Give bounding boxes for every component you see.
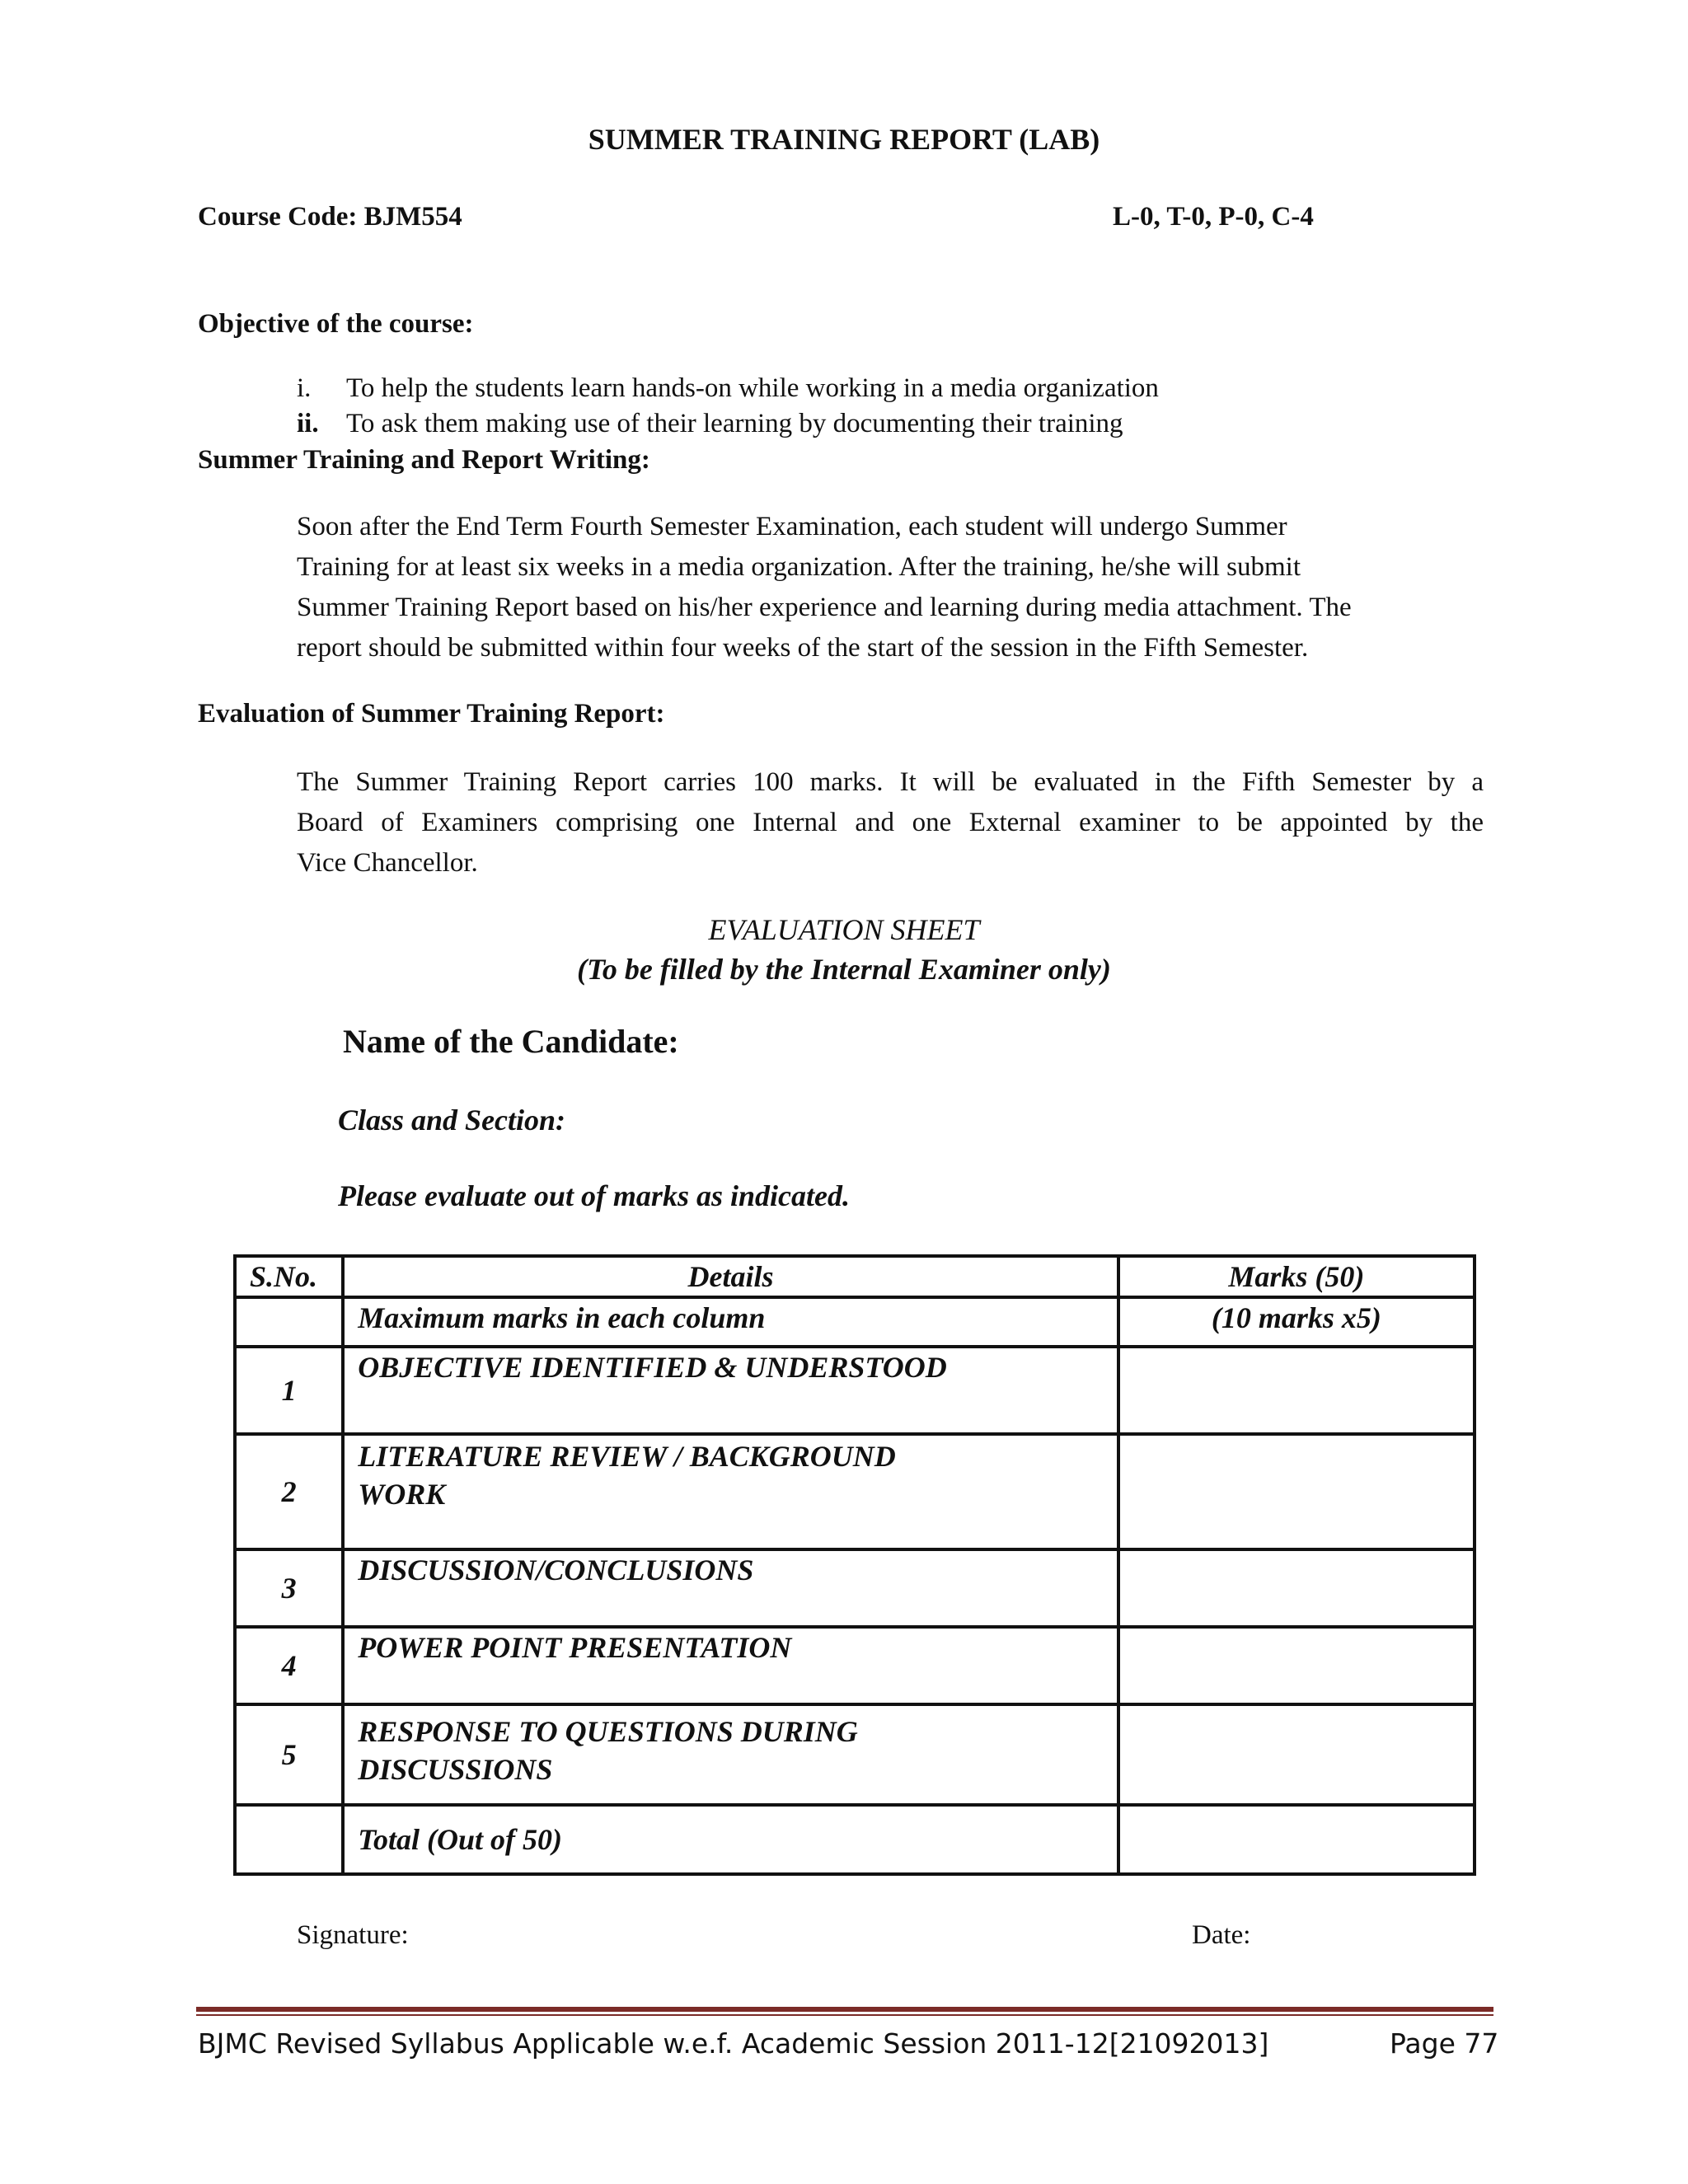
details-line: LITERATURE REVIEW / BACKGROUND <box>358 1440 896 1473</box>
evaluation-heading: Evaluation of Summer Training Report: <box>198 699 665 729</box>
details-line: DISCUSSIONS <box>358 1753 553 1786</box>
evaluation-paragraph <box>297 762 1484 883</box>
table-row <box>235 1434 1475 1549</box>
instruction-text: Please evaluate out of marks as indicated. <box>338 1179 850 1212</box>
footer-rule-thick <box>196 2007 1493 2012</box>
paragraph-line: Soon after the End Term Fourth Semester Examination, each student will undergo Summer <box>297 512 1287 541</box>
details-line: POWER POINT PRESENTATION <box>358 1631 792 1664</box>
training-heading: Summer Training and Report Writing: <box>198 445 650 475</box>
objective-number: i. <box>297 373 312 403</box>
details-line: OBJECTIVE IDENTIFIED & UNDERSTOOD <box>358 1351 947 1384</box>
training-paragraph <box>297 507 1484 668</box>
paragraph-line: Vice Chancellor. <box>297 848 478 878</box>
paragraph-line: The Summer Training Report carries 100 marks. It will be evaluated in the Fifth Semester by a <box>297 767 1484 797</box>
sheet-title: EVALUATION SHEET <box>708 913 980 946</box>
marks-entry-cell[interactable] <box>1118 1627 1475 1704</box>
table-row <box>235 1627 1475 1704</box>
sno-cell: 5 <box>235 1704 343 1805</box>
page-title: SUMMER TRAINING REPORT (LAB) <box>588 123 1100 156</box>
table-row <box>235 1347 1475 1434</box>
footer-rule-thin <box>196 2014 1493 2016</box>
max-marks-cell: (10 marks x5) <box>1118 1297 1475 1347</box>
total-marks-cell[interactable] <box>1118 1805 1475 1874</box>
objective-text: To help the students learn hands-on while working in a media organization <box>346 373 1159 403</box>
sno-cell: 2 <box>235 1434 343 1549</box>
sno-cell <box>235 1805 343 1874</box>
date-label: Date: <box>1192 1920 1251 1950</box>
marks-entry-cell[interactable] <box>1118 1704 1475 1805</box>
column-header-sno: S.No. <box>235 1256 343 1297</box>
footer-text: BJMC Revised Syllabus Applicable w.e.f. Academic Session 2011-12[21092013] <box>198 2027 1269 2060</box>
course-code: Course Code: BJM554 <box>198 202 462 232</box>
total-label: Total (Out of 50) <box>343 1805 1118 1874</box>
marks-entry-cell[interactable] <box>1118 1549 1475 1627</box>
details-cell <box>343 1704 1118 1805</box>
signature-label: Signature: <box>297 1920 409 1950</box>
details-line: WORK <box>358 1478 446 1511</box>
column-header-marks: Marks (50) <box>1118 1256 1475 1297</box>
objective-number: ii. <box>297 409 319 438</box>
marks-entry-cell[interactable] <box>1118 1347 1475 1434</box>
sno-cell: 4 <box>235 1627 343 1704</box>
objective-text: To ask them making use of their learning by documenting their training <box>346 409 1123 438</box>
class-section-label: Class and Section: <box>338 1104 566 1137</box>
table-row <box>235 1297 1475 1347</box>
page-number: Page 77 <box>1390 2027 1499 2060</box>
column-header-details: Details <box>343 1256 1118 1297</box>
paragraph-line: Summer Training Report based on his/her experience and learning during media attachment. The <box>297 593 1352 622</box>
details-cell <box>343 1549 1118 1627</box>
sno-cell: 3 <box>235 1549 343 1627</box>
marks-entry-cell[interactable] <box>1118 1434 1475 1549</box>
details-line: DISCUSSION/CONCLUSIONS <box>358 1554 754 1586</box>
evaluation-table <box>233 1254 1476 1876</box>
objective-heading: Objective of the course: <box>198 309 474 339</box>
sno-cell <box>235 1297 343 1347</box>
details-cell <box>343 1627 1118 1704</box>
paragraph-line: Training for at least six weeks in a media organization. After the training, he/she will submit <box>297 552 1301 582</box>
details-cell <box>343 1347 1118 1434</box>
details-cell <box>343 1434 1118 1549</box>
table-row <box>235 1549 1475 1627</box>
table-header-row <box>235 1256 1475 1297</box>
sheet-subtitle: (To be filled by the Internal Examiner only) <box>577 953 1111 986</box>
sno-cell: 1 <box>235 1347 343 1434</box>
credit-structure: L-0, T-0, P-0, C-4 <box>1113 202 1314 232</box>
paragraph-line: report should be submitted within four weeks of the start of the session in the Fifth Semester. <box>297 633 1309 663</box>
table-total-row <box>235 1805 1475 1874</box>
details-line: RESPONSE TO QUESTIONS DURING <box>358 1715 858 1748</box>
candidate-name-label: Name of the Candidate: <box>343 1023 679 1060</box>
paragraph-line: Board of Examiners comprising one Internal and one External examiner to be appointed by the <box>297 808 1484 837</box>
details-cell: Maximum marks in each column <box>343 1297 1118 1347</box>
table-row <box>235 1704 1475 1805</box>
